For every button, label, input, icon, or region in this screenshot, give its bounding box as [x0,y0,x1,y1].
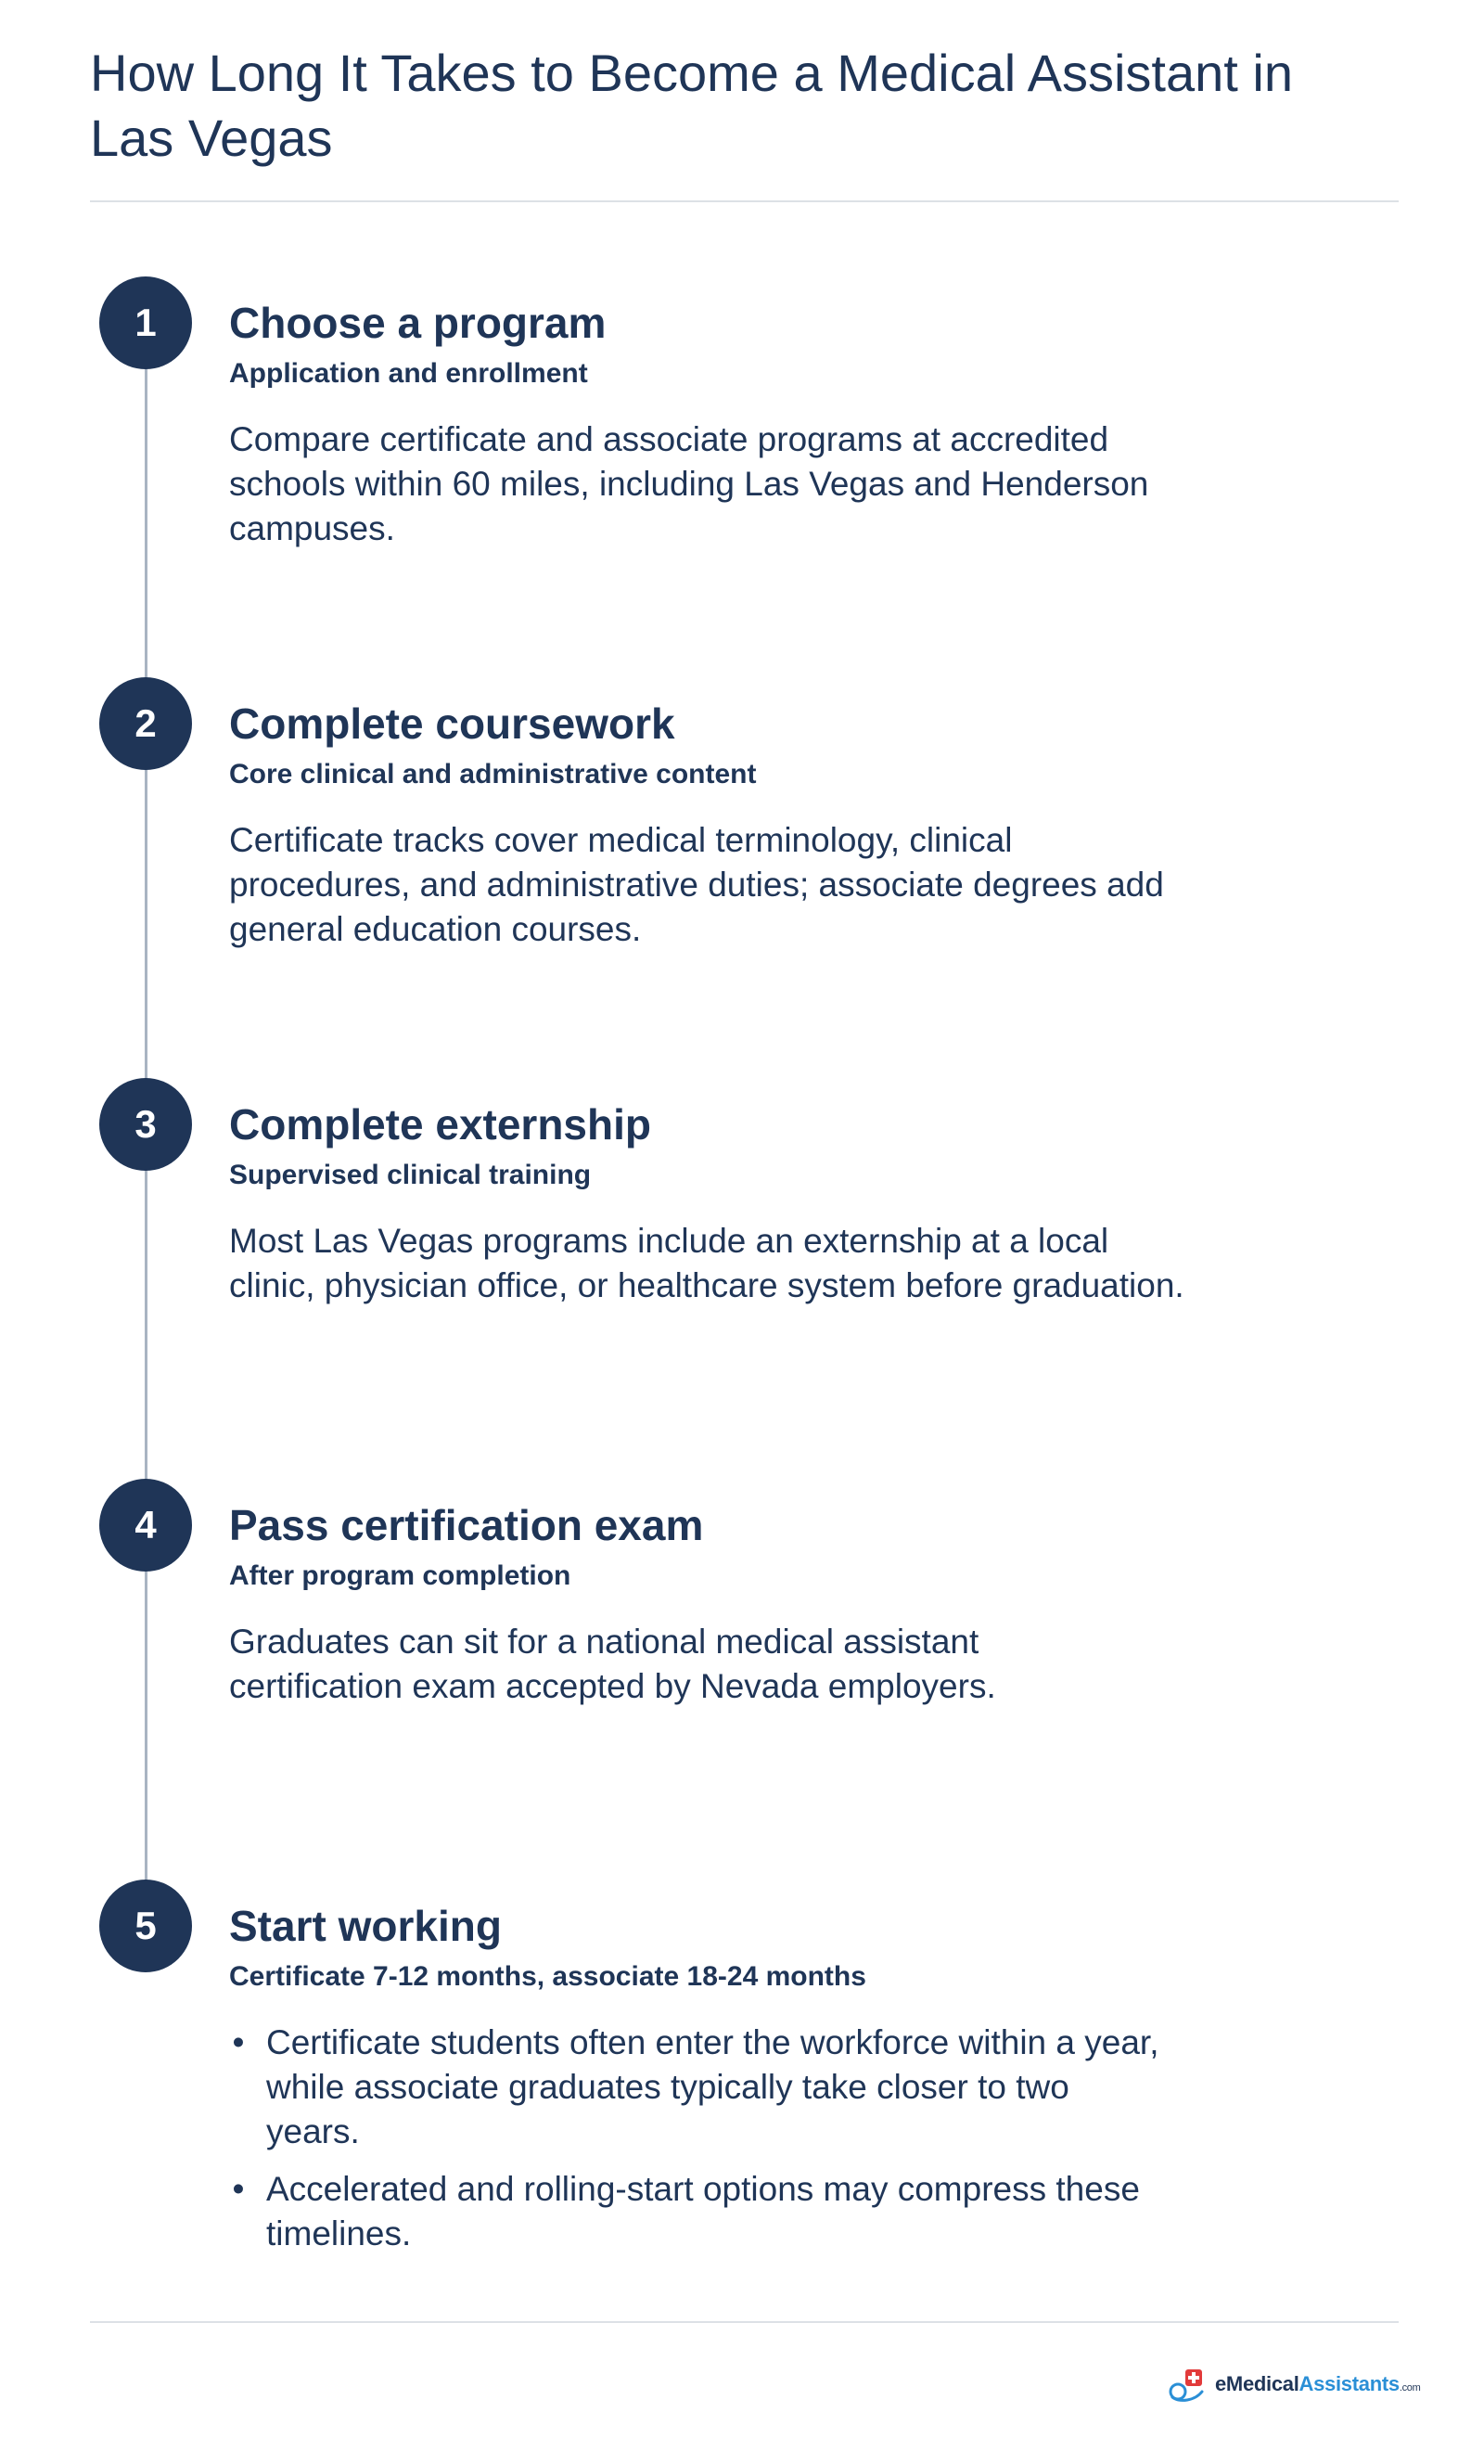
medical-cross-icon [1167,2364,1209,2405]
step-description: Most Las Vegas programs include an externship at a local clinic, physician office, or healthcare system before graduation. [229,1222,1184,1304]
bullet-item [229,2021,1166,2154]
step-number-badge: 2 [99,677,192,770]
step-title: Complete externship [229,1100,651,1149]
bottom-divider [90,2321,1399,2323]
step-subtitle: Application and enrollment [229,358,588,389]
step-bullet-list [229,2021,1166,2269]
step-title: Start working [229,1902,502,1950]
step-title: Complete coursework [229,699,675,748]
step-title: Choose a program [229,299,607,347]
logo-accent: Assistants [1298,2372,1400,2395]
step-description: Certificate tracks cover medical terminology, clinical procedures, and administrative duties; associate degrees add general education courses. [229,821,1164,948]
page-title: How Long It Takes to Become a Medical Assistant in Las Vegas [90,44,1293,167]
step-description: Compare certificate and associate programs at accredited schools within 60 miles, including Las Vegas and Henderson campuses. [229,420,1149,547]
bullet-dot-icon: • [232,2023,245,2061]
step-number-badge: 3 [99,1078,192,1171]
step-number-badge: 1 [99,276,192,369]
step-subtitle: Certificate 7-12 months, associate 18-24 months [229,1961,866,1992]
step-number-badge: 4 [99,1479,192,1572]
bullet-text: Certificate students often enter the workforce within a year, while associate graduates typically take closer to two years. [266,2023,1159,2150]
logo-wordmark [1215,2372,1420,2396]
step-title: Pass certification exam [229,1501,704,1549]
bullet-text: Accelerated and rolling-start options may compress these timelines. [266,2170,1140,2252]
site-logo[interactable] [1167,2364,1420,2405]
step-subtitle: Supervised clinical training [229,1160,592,1190]
step-number-badge: 5 [99,1880,192,1972]
step-description: Graduates can sit for a national medical assistant certification exam accepted by Nevada employers. [229,1623,996,1705]
logo-prefix: eMedical [1215,2372,1299,2395]
step-subtitle: Core clinical and administrative content [229,759,757,789]
bullet-dot-icon: • [232,2170,245,2208]
top-divider [90,200,1399,202]
step-subtitle: After program completion [229,1560,571,1591]
bullet-item [229,2167,1166,2256]
logo-tld: .com [1399,2382,1421,2393]
